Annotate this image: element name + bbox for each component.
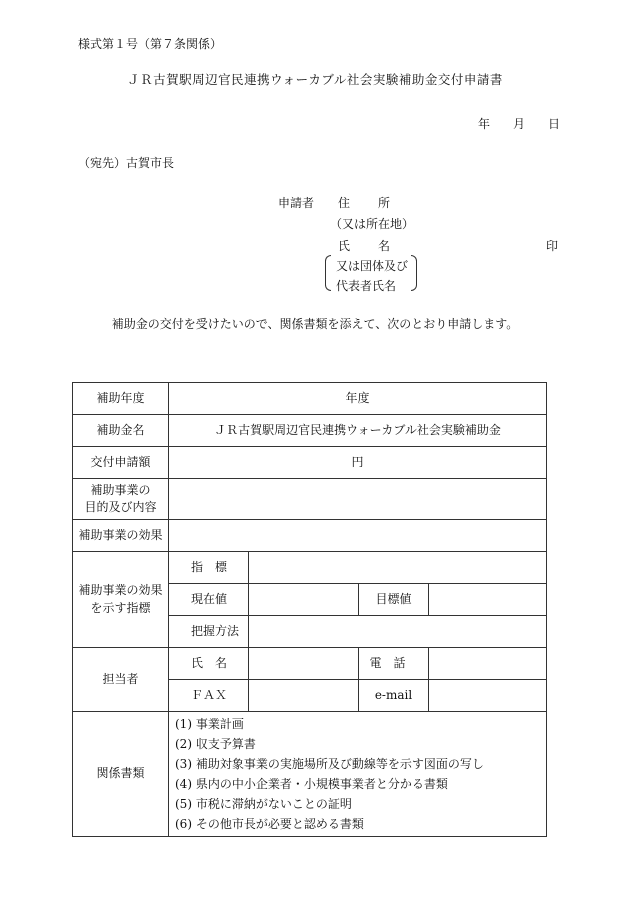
application-statement: 補助金の交付を受けたいので、関係書類を添えて、次のとおり申請します。 xyxy=(111,317,519,331)
document-item: (4) 県内の中小企業者・小規模事業者と分かる書類 xyxy=(175,777,448,791)
contact-name-field[interactable] xyxy=(249,648,359,680)
form-number: 様式第１号（第７条関係） xyxy=(78,37,223,51)
contact-phone-label: 電話 xyxy=(359,648,429,680)
contact-label: 担当者 xyxy=(73,648,169,712)
method-label: 把握方法 xyxy=(169,616,249,648)
indicator-label: 指標 xyxy=(169,552,249,584)
purpose-label-line1: 補助事業の xyxy=(90,482,151,497)
contact-fax-label: ＦＡＸ xyxy=(169,680,249,712)
indicator-label-line1: 補助事業の効果 xyxy=(78,583,163,598)
documents-label: 関係書類 xyxy=(73,712,169,837)
address-sublabel: （又は所在地） xyxy=(330,217,415,231)
contact-name-label: 氏名 xyxy=(169,648,249,680)
row-contact-name xyxy=(73,648,547,680)
target-value-field[interactable] xyxy=(429,584,547,616)
purpose-label xyxy=(73,479,169,520)
contact-phone-field[interactable] xyxy=(429,648,547,680)
left-bracket xyxy=(325,255,331,291)
effect-field[interactable] xyxy=(169,520,547,552)
target-value-label: 目標値 xyxy=(359,584,429,616)
date-day: 日 xyxy=(548,117,561,131)
row-documents xyxy=(73,712,547,837)
addressee: （宛先）古賀市長 xyxy=(78,156,175,170)
right-bracket xyxy=(411,255,417,291)
date-month: 月 xyxy=(513,117,526,131)
name-label: 氏名 xyxy=(338,239,419,253)
row-amount xyxy=(73,447,547,479)
document-item: (5) 市税に滞納がないことの証明 xyxy=(175,797,352,811)
purpose-field[interactable] xyxy=(169,479,547,520)
contact-email-field[interactable] xyxy=(429,680,547,712)
application-table xyxy=(72,382,547,837)
indicator-section-label xyxy=(73,552,169,648)
org-label-line2: 代表者氏名 xyxy=(336,279,397,293)
row-effect xyxy=(73,520,547,552)
document-item: (1) 事業計画 xyxy=(175,717,244,731)
contact-fax-field[interactable] xyxy=(249,680,359,712)
documents-list xyxy=(169,712,547,837)
row-purpose xyxy=(73,479,547,520)
amount-label: 交付申請額 xyxy=(73,447,169,479)
amount-field[interactable]: 円 xyxy=(169,447,547,479)
purpose-label-line2: 目的及び内容 xyxy=(84,500,157,514)
method-field[interactable] xyxy=(249,616,547,648)
subsidy-name-label: 補助金名 xyxy=(73,415,169,447)
row-fiscal-year xyxy=(73,383,547,415)
document-title: ＪＲ古賀駅周辺官民連携ウォーカブル社会実験補助金交付申請書 xyxy=(127,72,503,87)
date-year: 年 xyxy=(478,117,491,131)
indicator-label-line2: を示す指標 xyxy=(90,600,151,615)
fiscal-year-label: 補助年度 xyxy=(73,383,169,415)
seal-mark: 印 xyxy=(546,239,559,253)
document-item: (6) その他市長が必要と認める書類 xyxy=(175,817,364,831)
effect-label: 補助事業の効果 xyxy=(73,520,169,552)
fiscal-year-field[interactable]: 年度 xyxy=(169,383,547,415)
applicant-label: 申請者 xyxy=(278,196,315,210)
subsidy-name-value: ＪＲ古賀駅周辺官民連携ウォーカブル社会実験補助金 xyxy=(169,415,547,447)
current-value-field[interactable] xyxy=(249,584,359,616)
contact-email-label: e-mail xyxy=(359,680,429,712)
current-value-label: 現在値 xyxy=(169,584,249,616)
indicator-field[interactable] xyxy=(249,552,547,584)
row-subsidy-name xyxy=(73,415,547,447)
address-label: 住所 xyxy=(338,196,419,210)
document-item: (3) 補助対象事業の実施場所及び動線等を示す図面の写し xyxy=(175,757,484,771)
row-indicator xyxy=(73,552,547,584)
document-item: (2) 収支予算書 xyxy=(175,737,256,751)
org-label-line1: 又は団体及び xyxy=(336,259,409,273)
